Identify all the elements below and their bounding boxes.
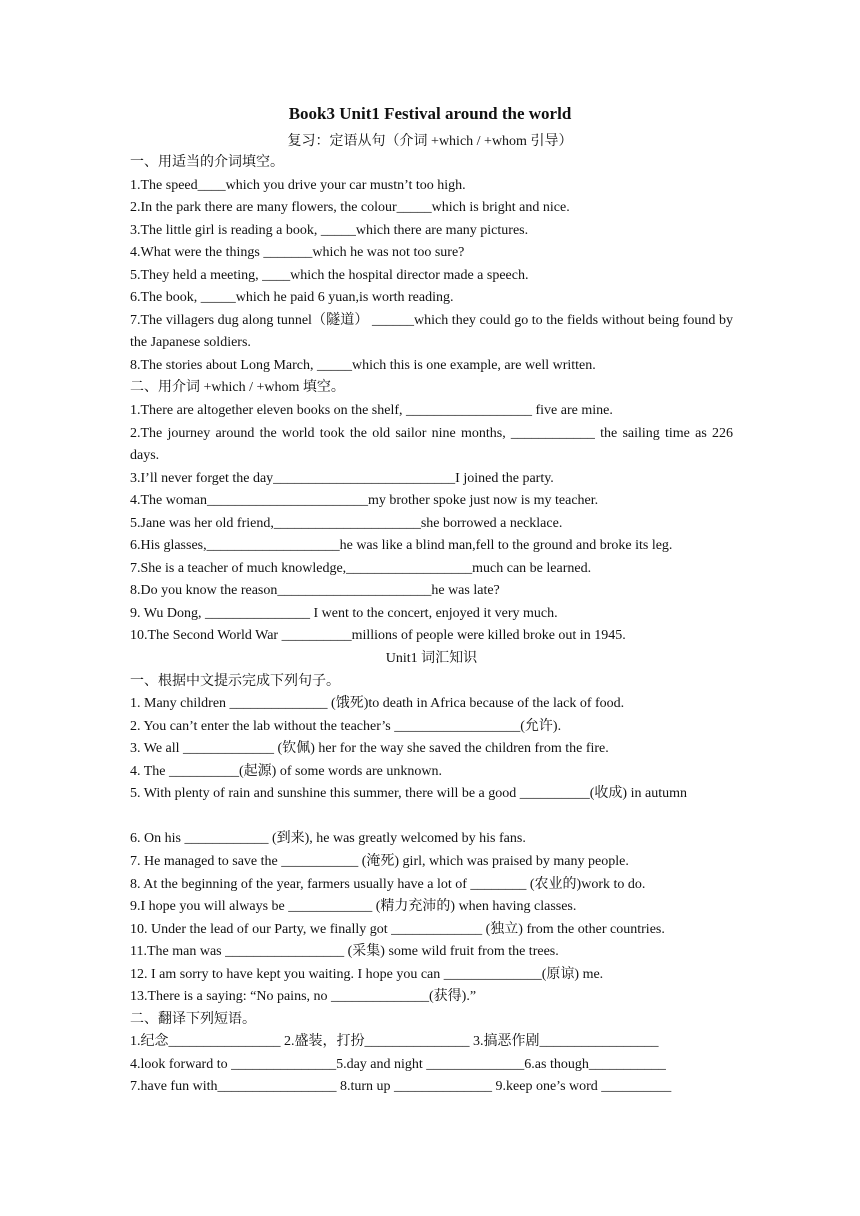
exercise-item: 5.Jane was her old friend,_____________________she borrowed a necklace. bbox=[130, 515, 563, 531]
exercise-item: 6. On his ____________ (到来), he was greatly welcomed by his fans. bbox=[130, 831, 526, 847]
exercise-item: 13.There is a saying: “No pains, no ______________(获得).” bbox=[130, 989, 477, 1005]
exercise-item: 2.In the park there are many flowers, the colour_____which is bright and nice. bbox=[130, 200, 570, 216]
exercise-item: 3.I’ll never forget the day__________________________I joined the party. bbox=[130, 470, 554, 486]
section-heading: 二、用介词 +which / +whom 填空。 bbox=[130, 380, 345, 396]
phrase-row: 4.look forward to _______________5.day and night ______________6.as though___________ bbox=[130, 1056, 666, 1072]
exercise-item: 1.There are altogether eleven books on the shelf, __________________ five are mine. bbox=[130, 403, 613, 419]
exercise-item: 2.The journey around the world took the old sailor nine months, ____________ the sailing time as 226 days. bbox=[130, 425, 733, 464]
exercise-item: 8. At the beginning of the year, farmers usually have a lot of ________ (农业的)work to do. bbox=[130, 876, 646, 892]
document-title: Book3 Unit1 Festival around the world bbox=[288, 104, 572, 123]
exercise-item: 4. The __________(起源) of some words are unknown. bbox=[130, 763, 442, 779]
exercise-item: 9. Wu Dong, _______________ I went to the concert, enjoyed it very much. bbox=[130, 605, 558, 621]
exercise-item: 6.The book, _____which he paid 6 yuan,is worth reading. bbox=[130, 290, 454, 306]
exercise-item: 9.I hope you will always be ____________ (精力充沛的) when having classes. bbox=[130, 899, 577, 915]
phrase-row: 1.纪念________________ 2.盛装，打扮_______________ 3.搞恶作剧_________________ bbox=[130, 1034, 659, 1050]
section-heading: 二、翻译下列短语。 bbox=[130, 1011, 256, 1027]
exercise-item: 7.She is a teacher of much knowledge,__________________much can be learned. bbox=[130, 560, 592, 576]
exercise-item: 7.The villagers dug along tunnel（隧道） ______which they could go to the fields without being found by the Japanese soldiers. bbox=[130, 312, 733, 351]
exercise-item: 3. We all _____________ (钦佩) her for the way she saved the children from the fire. bbox=[130, 741, 609, 757]
exercise-item: 11.The man was _________________ (采集) some wild fruit from the trees. bbox=[130, 944, 559, 960]
exercise-item: 7. He managed to save the ___________ (淹死) girl, which was praised by many people. bbox=[130, 853, 629, 869]
exercise-item: 10. Under the lead of our Party, we finally got _____________ (独立) from the other countries. bbox=[130, 921, 665, 937]
exercise-item: 1.The speed____which you drive your car mustn’t too high. bbox=[130, 177, 466, 193]
exercise-item: 10.The Second World War __________millions of people were killed broke out in 1945. bbox=[130, 628, 626, 644]
exercise-item: 5. With plenty of rain and sunshine this summer, there will be a good __________(收成) in autumn bbox=[130, 786, 687, 802]
document-body bbox=[130, 152, 733, 1099]
phrase-row: 7.have fun with_________________ 8.turn up ______________ 9.keep one’s word __________ bbox=[130, 1079, 672, 1095]
exercise-item: 5.They held a meeting, ____which the hospital director made a speech. bbox=[130, 267, 529, 283]
exercise-item: 4.What were the things _______which he was not too sure? bbox=[130, 245, 465, 261]
exercise-item: 8.The stories about Long March, _____which this is one example, are well written. bbox=[130, 357, 596, 373]
section-heading: 一、用适当的介词填空。 bbox=[130, 155, 284, 170]
exercise-item: 12. I am sorry to have kept you waiting. I hope you can ______________(原谅) me. bbox=[130, 966, 604, 982]
vocab-section-title: Unit1 词汇知识 bbox=[385, 651, 478, 667]
exercise-item: 3.The little girl is reading a book, _____which there are many pictures. bbox=[130, 222, 529, 238]
exercise-item: 8.Do you know the reason______________________he was late? bbox=[130, 583, 500, 599]
exercise-item: 2. You can’t enter the lab without the teacher’s __________________(允许). bbox=[130, 718, 562, 734]
document-subtitle: 复习：定语从句（介词 +which / +whom 引导） bbox=[287, 134, 573, 149]
exercise-item: 6.His glasses,___________________he was like a blind man,fell to the ground and broke its leg. bbox=[130, 538, 673, 554]
exercise-item: 4.The woman_______________________my brother spoke just now is my teacher. bbox=[130, 493, 599, 509]
exercise-item: 1. Many children ______________ (饿死)to death in Africa because of the lack of food. bbox=[130, 696, 625, 712]
section-heading: 一、根据中文提示完成下列句子。 bbox=[130, 673, 340, 689]
